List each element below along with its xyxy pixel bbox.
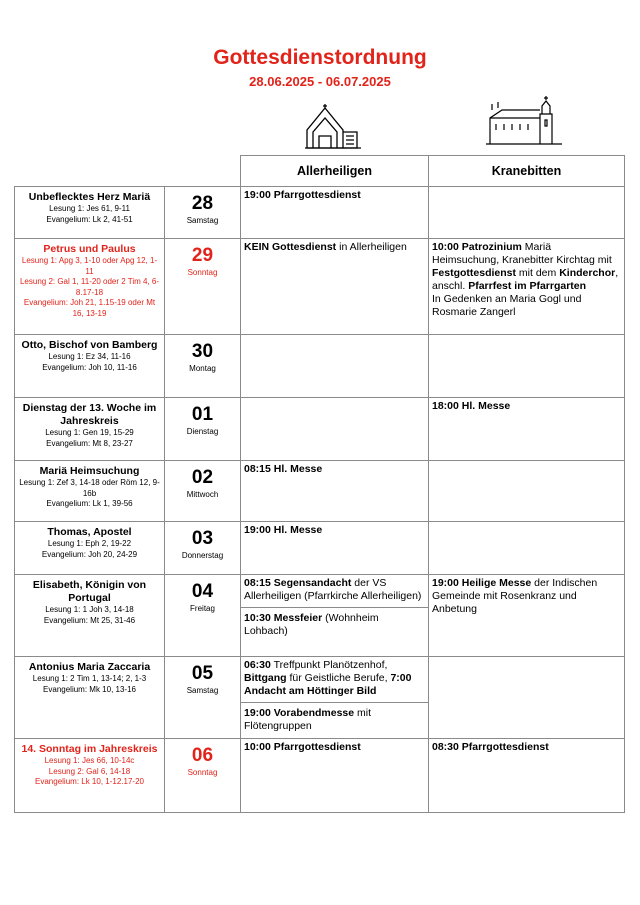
feast-name: Thomas, Apostel (47, 526, 132, 538)
day-name: Freitag (190, 604, 215, 613)
service-schedule-table (14, 155, 625, 813)
table-row (15, 335, 625, 398)
day-name: Dienstag (186, 427, 219, 436)
feast-name: Otto, Bischof von Bamberg (21, 339, 158, 351)
table-row (15, 239, 625, 335)
service-highlight: 19:00 Vorabendmesse (244, 707, 355, 719)
service-text: In Gedenken an Maria Gogl und Rosmarie Zangerl (432, 293, 582, 318)
reading-line: Lesung 1: Eph 2, 19-22 (47, 539, 132, 548)
kranebitten-cell (429, 239, 625, 335)
day-cell (165, 239, 241, 335)
feast-name: Petrus und Paulus (43, 243, 136, 255)
service-highlight: Bittgang (244, 672, 287, 684)
service-highlight: 10:00 Pfarrgottesdienst (244, 741, 361, 753)
day-name: Sonntag (187, 768, 218, 777)
kranebitten-cell (429, 461, 625, 522)
table-row (15, 657, 625, 739)
allerheiligen-cell (241, 398, 429, 461)
reading-line: Evangelium: Lk 2, 41-51 (46, 214, 133, 224)
service-text: mit dem (516, 267, 560, 279)
reading-line: Lesung 1: Apg 3, 1-10 oder Apg 12, 1-11 (21, 256, 158, 276)
allerheiligen-cell (241, 739, 429, 813)
service-text: der Indischen Gemeinde mit Rosenkranz und Anbetung (432, 577, 598, 615)
service-highlight: 06:30 (244, 659, 271, 671)
kranebitten-cell (429, 575, 625, 657)
day-name: Montag (189, 364, 216, 373)
service-highlight: 10:30 Messfeier (244, 612, 323, 624)
reading-line: Lesung 1: Ez 34, 11-16 (48, 352, 131, 361)
table-row (15, 187, 625, 239)
allerheiligen-entry (241, 607, 428, 638)
day-number: 04 (191, 581, 214, 602)
service-text: für Geistliche Berufe, (286, 672, 391, 684)
service-highlight: Pfarrfest im Pfarrgarten (468, 280, 587, 292)
service-text: Treffpunkt Planötzenhof, (270, 659, 388, 671)
day-name: Samstag (186, 216, 219, 225)
feast-name: Elisabeth, Königin von Portugal (32, 579, 147, 604)
page-title: Gottesdienstordnung (213, 46, 427, 69)
allerheiligen-entry (244, 241, 425, 254)
reading-line: Lesung 1: Gen 19, 15-29 (45, 428, 134, 437)
service-text: Mariä Heimsuchung, Kranebitter Kirchtag mit (432, 241, 612, 266)
feast-name: Mariä Heimsuchung (39, 465, 140, 477)
kranebitten-cell (429, 739, 625, 813)
allerheiligen-entry (244, 189, 425, 202)
allerheiligen-entry (244, 463, 425, 476)
allerheiligen-cell (241, 335, 429, 398)
schedule-body (15, 187, 625, 813)
service-highlight: 19:00 Hl. Messe (244, 524, 323, 536)
allerheiligen-entry (244, 524, 425, 537)
feast-name: Antonius Maria Zaccaria (28, 661, 151, 673)
service-text: mit Flötengruppen (244, 707, 372, 732)
feast-cell (15, 461, 165, 522)
table-row (15, 398, 625, 461)
kranebitten-entry (432, 241, 621, 319)
day-cell (165, 522, 241, 575)
kranebitten-cell (429, 335, 625, 398)
allerheiligen-church-icon (303, 102, 363, 150)
reading-line: Evangelium: Mt 8, 23-27 (46, 438, 133, 448)
column-header-allerheiligen: Allerheiligen (241, 156, 429, 187)
reading-line: Lesung 1: Jes 66, 10-14c (44, 756, 135, 765)
day-cell (165, 461, 241, 522)
day-cell (165, 739, 241, 813)
reading-line: Lesung 1: Jes 61, 9-11 (49, 204, 130, 213)
table-header-row (15, 156, 625, 187)
day-number: 29 (191, 245, 214, 266)
day-name: Donnerstag (181, 551, 224, 560)
feast-cell (15, 657, 165, 739)
kranebitten-cell (429, 522, 625, 575)
day-cell (165, 335, 241, 398)
reading-line: Evangelium: Joh 20, 24-29 (41, 549, 138, 559)
service-highlight: 18:00 Hl. Messe (432, 400, 511, 412)
service-text: in Allerheiligen (336, 241, 407, 253)
kranebitten-entry (432, 400, 621, 413)
day-name: Mittwoch (186, 490, 219, 499)
service-highlight: Kinderchor (559, 267, 616, 279)
service-text: (Wohnheim Lohbach) (244, 612, 379, 637)
table-row (15, 522, 625, 575)
allerheiligen-entry (244, 741, 425, 754)
feast-cell (15, 239, 165, 335)
kranebitten-entry (432, 741, 621, 754)
day-number: 30 (191, 341, 214, 362)
allerheiligen-cell (241, 522, 429, 575)
service-text: , anschl. (432, 267, 619, 292)
service-highlight: 19:00 Pfarrgottesdienst (244, 189, 361, 201)
table-row (15, 739, 625, 813)
day-number: 02 (191, 467, 214, 488)
service-highlight: 08:15 Segensandacht (244, 577, 352, 589)
feast-cell (15, 522, 165, 575)
day-number: 03 (191, 528, 214, 549)
reading-line: Lesung 2: Gal 1, 11-20 oder 2 Tim 4, 6-8.17-18 (19, 277, 160, 297)
kranebitten-cell (429, 398, 625, 461)
allerheiligen-entry (241, 702, 428, 733)
allerheiligen-cell (241, 239, 429, 335)
reading-line: Lesung 1: 2 Tim 1, 13-14; 2, 1-3 (32, 674, 147, 683)
feast-name: 14. Sonntag im Jahreskreis (21, 743, 158, 755)
table-row (15, 575, 625, 657)
day-name: Sonntag (187, 268, 218, 277)
day-number: 05 (191, 663, 214, 684)
reading-line: Lesung 1: Zef 3, 14-18 oder Röm 12, 9-16b (19, 478, 160, 498)
day-number: 06 (191, 745, 214, 766)
allerheiligen-cell (241, 187, 429, 239)
allerheiligen-cell (241, 657, 429, 739)
reading-line: Evangelium: Lk 10, 1-12.17-20 (35, 777, 144, 786)
column-header-kranebitten: Kranebitten (429, 156, 625, 187)
service-highlight: 08:30 Pfarrgottesdienst (432, 741, 549, 753)
service-highlight: 10:00 Patrozinium (432, 241, 522, 253)
feast-cell (15, 739, 165, 813)
service-highlight: 19:00 Heilige Messe (432, 577, 532, 589)
allerheiligen-cell (241, 575, 429, 657)
reading-line: Evangelium: Mt 25, 31-46 (43, 615, 136, 625)
service-highlight: KEIN Gottesdienst (244, 241, 337, 253)
day-cell (165, 575, 241, 657)
feast-name: Unbeflecktes Herz Mariä (28, 191, 151, 203)
day-cell (165, 398, 241, 461)
table-row (15, 461, 625, 522)
kranebitten-entry (432, 577, 621, 616)
day-number: 28 (191, 193, 214, 214)
allerheiligen-entry (244, 577, 425, 603)
feast-cell (15, 575, 165, 657)
reading-line: Lesung 1: 1 Joh 3, 14-18 (45, 605, 134, 614)
kranebitten-cell (429, 657, 625, 739)
feast-cell (15, 398, 165, 461)
reading-line: Lesung 2: Gal 6, 14-18 (48, 766, 131, 776)
allerheiligen-entry (244, 659, 425, 698)
service-highlight: 7:00 Andacht am Höttinger Bild (244, 672, 412, 697)
reading-line: Evangelium: Lk 1, 39-56 (46, 499, 133, 508)
day-cell (165, 657, 241, 739)
feast-cell (15, 335, 165, 398)
reading-line: Evangelium: Mk 10, 13-16 (43, 684, 136, 694)
service-highlight: 08:15 Hl. Messe (244, 463, 323, 475)
feast-name: Dienstag der 13. Woche im Jahreskreis (22, 402, 157, 427)
service-text: der VS Allerheiligen (Pfarrkirche Allerheiligen) (244, 577, 422, 602)
day-cell (165, 187, 241, 239)
allerheiligen-cell (241, 461, 429, 522)
day-name: Samstag (186, 686, 219, 695)
kranebitten-cell (429, 187, 625, 239)
feast-cell (15, 187, 165, 239)
kranebitten-church-icon (484, 96, 564, 146)
date-range: 28.06.2025 - 06.07.2025 (249, 74, 391, 89)
reading-line: Evangelium: Joh 21, 1.15-19 oder Mt 16, 13-19 (23, 298, 156, 318)
reading-line: Evangelium: Joh 10, 11-16 (42, 362, 137, 372)
day-number: 01 (191, 404, 214, 425)
header-blank (15, 156, 241, 187)
service-highlight: Festgottesdienst (432, 267, 517, 279)
